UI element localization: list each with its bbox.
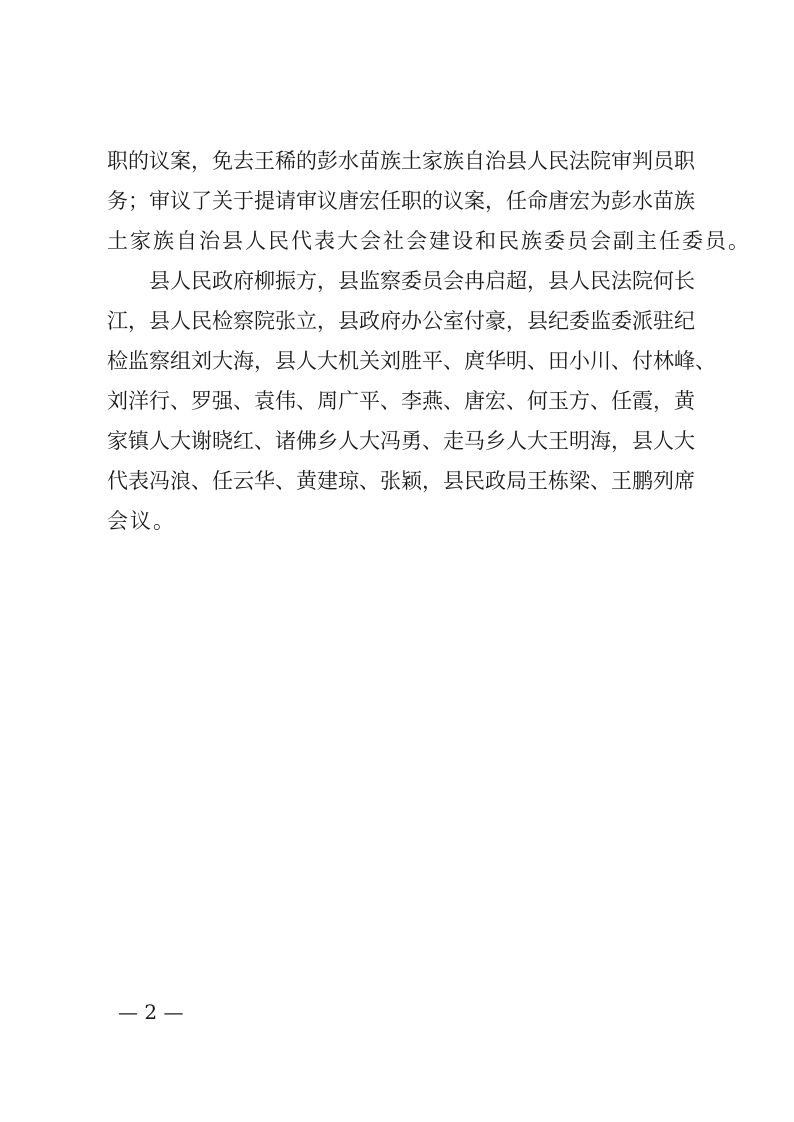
text-line: 县人民政府柳振方，县监察委员会冉启超，县人民法院何长	[149, 269, 695, 293]
text-line: 家镇人大谢晓红、诸佛乡人大冯勇、走马乡人大王明海，县人大	[107, 429, 695, 453]
text-line: 刘洋行、罗强、袁伟、周广平、李燕、唐宏、何玉方、任霞，黄	[107, 389, 695, 413]
text-line: 代表冯浪、任云华、黄建琼、张颖，县民政局王栋梁、王鹏列席	[107, 469, 695, 493]
paragraph-attendees	[107, 261, 716, 541]
text-line: 土家族自治县人民代表大会社会建设和民族委员会副主任委员。	[107, 229, 751, 253]
paragraph-appointment	[107, 141, 751, 261]
text-line: 检监察组刘大海，县人大机关刘胜平、庹华明、田小川、付林峰、	[107, 349, 716, 373]
text-line: 会议。	[107, 509, 176, 533]
text-line: 职的议案，免去王稀的彭水苗族土家族自治县人民法院审判员职	[107, 149, 695, 173]
page-number: — 2 —	[118, 1000, 184, 1024]
text-line: 务；审议了关于提请审议唐宏任职的议案，任命唐宏为彭水苗族	[107, 189, 695, 213]
text-line: 江，县人民检察院张立，县政府办公室付豪，县纪委监委派驻纪	[107, 309, 695, 333]
body-text	[107, 141, 751, 541]
